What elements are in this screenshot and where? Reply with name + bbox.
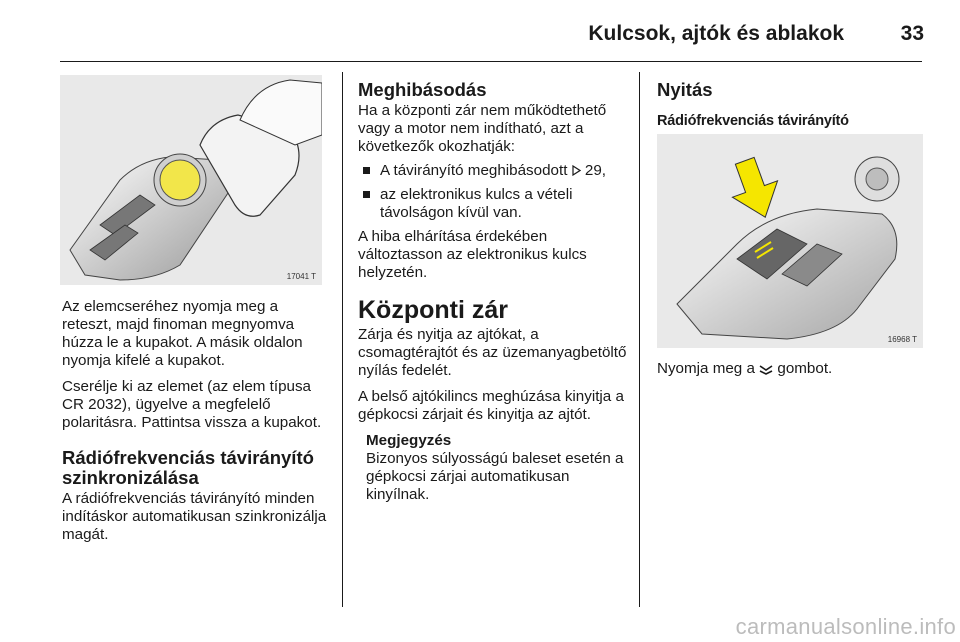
list-item: az elektronikus kulcs a vételi távolságon kívül van. (358, 186, 630, 222)
page-reference[interactable]: 29, (584, 162, 607, 179)
chapter-title: Kulcsok, ajtók és ablakok (588, 22, 844, 45)
central-lock-text: Zárja és nyitja az ajtókat, a csomagtérajtót és az üzemanyagbetöltő nyílás fedelét. (358, 326, 627, 379)
column-left (62, 298, 330, 552)
door-handle-text: A belső ajtókilincs meghúzása kinyitja a gépkocsi zárjait és kinyitja az ajtót. (358, 388, 624, 423)
column-right (657, 80, 927, 140)
malfunction-causes (358, 162, 630, 222)
remote-key-illustration (657, 134, 923, 348)
unlock-heading: Nyitás (657, 79, 713, 100)
column-divider-2 (639, 72, 640, 607)
watermark: carmanualsonline.info (735, 614, 956, 639)
note-text: Bizonyos súlyosságú baleset esetén a gépkocsi zárjai automatikusan kinyílnak. (366, 450, 624, 503)
fix-text: A hiba elhárítása érdekében változtasson az elektronikus kulcs helyzetén. (358, 228, 587, 281)
remote-subheading: Rádiófrekvenciás távirányító (657, 113, 849, 129)
page-number: 33 (900, 22, 924, 45)
arrow-icon (722, 153, 788, 226)
unlock-instruction: Nyomja meg a gombot. (657, 360, 833, 377)
battery-cover-figure (60, 75, 322, 285)
sync-heading: Rádiófrekvenciás távirányító szinkronizálása (62, 447, 314, 488)
malfunction-intro: Ha a központi zár nem működtethető vagy a motor nem indítható, azt a következők okozhatják: (358, 102, 607, 155)
central-lock-heading: Központi zár (358, 296, 508, 324)
remote-unlock-figure (657, 134, 923, 348)
column-divider-1 (342, 72, 343, 607)
list-item: A távirányító meghibásodott 29, (358, 162, 630, 180)
note-title: Megjegyzés (366, 432, 452, 449)
key-battery-illustration (60, 75, 322, 285)
malfunction-heading: Meghibásodás (358, 79, 487, 100)
sync-text: A rádiófrekvenciás távirányító minden indításkor automatikusan szinkronizálja magát. (62, 490, 327, 543)
battery-replace-text: Cserélje ki az elemet (az elem típusa CR 2032), ügyelve a megfelelő polaritásra. Pattintsa vissza a kupakot. (62, 378, 322, 431)
column-middle (358, 80, 630, 504)
figure-code: 17041 T (286, 272, 316, 281)
header-rule (60, 61, 922, 62)
note-box (358, 432, 630, 504)
unlock-button-icon (759, 363, 773, 375)
figure-code: 16968 T (887, 335, 917, 344)
triangle-right-ref-icon (572, 165, 581, 176)
battery-instruction: Az elemcseréhez nyomja meg a reteszt, majd finoman megnyomva húzza le a kupakot. A másik oldalon nyomja kifelé a kupakot. (62, 298, 303, 369)
